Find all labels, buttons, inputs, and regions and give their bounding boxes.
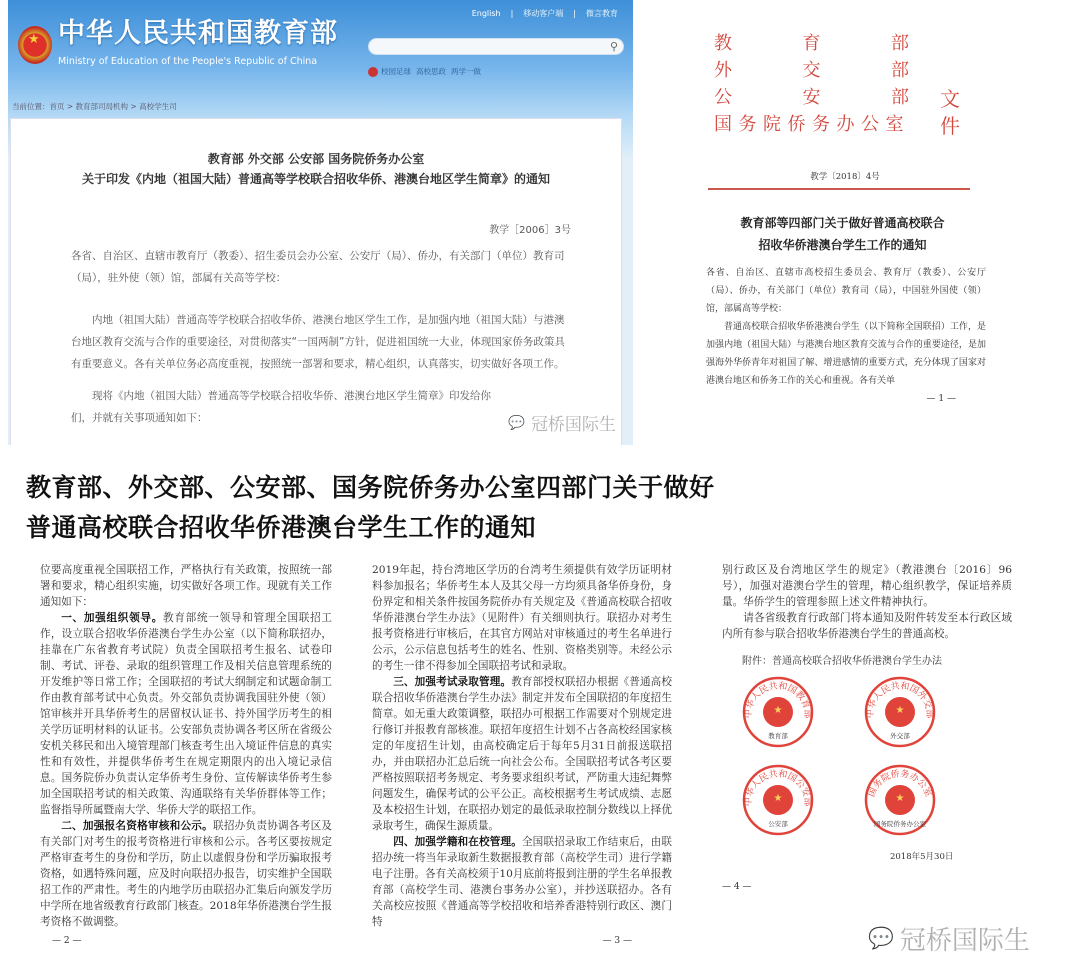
link-english[interactable]: English [471,9,501,18]
section-1 [40,610,332,818]
seal-center-text: 国务院侨务办公室 [874,820,926,828]
watermark-text: 冠桥国际生 [530,415,616,435]
doc-number: 教学〔2018〕4号 [810,172,880,182]
red-header [714,30,960,138]
paragraph: 请各省级教育行政部门将本通知及附件转发至本行政区域内所有参与联合招收华侨港澳台学生的普通高校。 [722,612,1012,640]
header-char: 公 [714,87,732,108]
headline-line2: 普通高校联合招收华侨港澳台学生工作的通知 [26,513,537,542]
link-weiyan[interactable]: 微言教育 [586,9,618,18]
divider: | [573,9,576,18]
document-page-2 [40,562,332,946]
article-title-line2: 关于印发《内地（祖国大陆）普通高等学校联合招收华侨、港澳台地区学生简章》的通知 [81,172,550,186]
moe-website-screenshot [8,0,633,445]
star-icon: ★ [773,793,783,804]
document-body [706,264,986,408]
article-card [10,118,622,445]
section-title: 三、加强考试录取管理。 [393,676,512,688]
header-char: 部 [891,33,909,54]
top-links [467,8,623,19]
seal-ring-text: 国务院侨务办公室 [866,769,934,799]
page-number: — 3 — [602,936,632,946]
link-two-studies[interactable]: 两学一做 [451,67,481,76]
document-page-3 [372,562,672,946]
star-icon: ★ [773,705,783,716]
section-title: 二、加强报名资格审核和公示。 [61,820,213,832]
paragraph: 内地（祖国大陆）普通高等学校联合招收华侨、港澳台地区学生工作，是加强内地（祖国大陆）与港澳台地区教育交流与合作的重要途径，对贯彻落实“一国两制”方针，促进祖国统一大业，体现国家侨务政策具有重要意义。各有关单位务必高度重视，按照统一部署和要求，精心组织，认真落实，切实做好各项工作。 [71,314,565,370]
document-title [700,212,985,256]
section-body: 教育部统一领导和管理全国联招工作，设立联合招收华侨港澳台学生办公室（以下简称联招办，挂靠在广东省教育考试院）负责全国联招考生报名、试卷印制、考试、评卷、录取的组织管理工作及相关信息管理系统的开发维护等日常工作；全国联招的考试大纲制定和试题命制工作由教育部考试中心负责。外交部负责协调我国驻外使（领）馆审核并开具华侨考生的居留权认证书、持外国学历考生的相关学历证明材料的认证书。公安部负责协调各考区所在省级公安机关移民和出入境管理部门核查考生出入境证件信息的真实性和有效性，并提供华侨考生在规定期限内的出入境记录信息。国务院侨办负责认定华侨考生身份、宣传解读华侨考生参加全国联招考试的相关政策、沟通联络有关华侨群体等工作；监督指导所属暨南大学、华侨大学的联招工作。 [40,612,333,816]
seal-center-text: 外交部 [890,732,910,740]
official-seal [864,676,936,748]
header-char: 部 [891,87,909,108]
header-char: 部 [891,60,909,81]
title-line1: 教育部等四部门关于做好普通高校联合 [740,216,945,230]
page-number: — 4 — [722,882,752,892]
link-mobile[interactable]: 移动客户端 [523,9,564,18]
article-title-line1: 教育部 外交部 公安部 国务院侨务办公室 [207,152,425,166]
watermark-text: 冠桥国际生 [899,926,1030,956]
addressee: 各省、自治区、直辖市高校招生委员会、教育厅（教委）、公安厅（局）、侨办，有关部门（单位）教育司（局），中国驻外国使（领）馆，部属高等学校： [706,268,986,314]
page-number: — 1 — [926,394,956,404]
site-title: 中华人民共和国教育部 [58,18,338,49]
official-seal [864,764,936,836]
breadcrumb: 当前位置：首页 > 教育部司局机构 > 高校学生司 [12,102,177,111]
section-body: 教育部授权联招办根据《普通高校联合招收华侨港澳台学生办法》制定并发布全国联招的年度招生简章。如无重大政策调整，联招办可根据工作需要对个别规定进行修订并报教育部核准。联招年度招生计划不占各高校经国家核定的年度招生计划，由高校确定后于每年5月31日前报送联招办，并由联招办汇总后统一向社会公布。全国联招考试各考区要严格按照联招考务规定、考务要求组织考试，严防重大违纪舞弊问题发生，确保考试的公平公正。高校根据考生考试成绩、志愿及本校招生计划，在联招办划定的最低录取控制分数线以上择优录取考生，确保生源质量。 [372,676,672,832]
red-divider [708,188,970,190]
seals [722,676,1012,844]
site-subtitle: Ministry of Education of the People's Republic of China [58,56,318,67]
section-4 [372,834,672,930]
seal-ring-text: 中华人民共和国外交部 [865,681,935,719]
signing-date: 2018年5月30日 [890,852,954,862]
section-title: 四、加强学籍和在校管理。 [393,836,522,848]
headline [26,468,715,548]
attachment-line: 附件：普通高校联合招收华侨港澳台学生办法 [742,656,942,667]
document-page-4 [722,562,1012,892]
section-body: 联招办负责协调各考区及有关部门对考生的报考资格进行审核和公示。各考区要按规定严格审查考生的身份和学历，防止以虚假身份和学历骗取报考资格，如遇特殊问题，应及时向联招办报告，切实维护全国联招工作的严肃性。考生的内地学历由联招办汇集后向颁发学历中学所在地省级教育行政部门核查。2018年华侨港澳台学生报考资格不做调整。 [40,820,333,928]
doc-number: 教学［2006］3号 [489,225,571,236]
header-char: 安 [802,87,821,108]
header-char: 教 [714,33,732,54]
section-title: 一、加强组织领导。 [61,612,164,624]
official-seal [742,764,814,836]
header-char: 外 [714,60,732,81]
headline-line1: 教育部、外交部、公安部、国务院侨务办公室四部门关于做好 [26,473,715,502]
page-number: — 2 — [52,936,82,946]
addressee: 各省、自治区、直辖市教育厅（教委）、招生委员会办公室、公安厅（局）、侨办，有关部门（单位）教育司（局），驻外使（领）馆，部属有关高等学校： [71,250,565,284]
divider: | [510,9,514,18]
wechat-icon: 💬 [508,414,525,431]
title-line2: 招收华侨港澳台学生工作的通知 [758,238,927,252]
section-body: 全国联招录取工作结束后，由联招办统一将当年录取新生数据报教育部（高校学生司）进行学籍电子注册。各有关高校须于10月底前将报到注册的学生名单报教育部（高校学生司、港澳台事务办公室），并抄送联招办。各有关高校应按照《普通高等学校招收和培养香港特别行政区、澳门特 [372,836,673,928]
section-3 [372,674,672,834]
paragraph: 别行政区及台湾地区学生的规定》（教港澳台〔2016〕96号），加强对港澳台学生的管理，精心组织教学，保证培养质量。华侨学生的管理参照上述文件精神执行。 [722,564,1012,608]
header-suffix: 文件 [940,87,960,138]
feature-links [368,66,486,77]
seal-ring-text: 中华人民共和国教育部 [743,681,813,719]
wechat-icon: 💬 [868,926,894,950]
watermark [508,410,616,435]
star-icon: ★ [895,793,905,804]
search-icon[interactable]: ⚲ [609,40,618,53]
section-2 [40,818,332,930]
seal-center-text: 公安部 [768,820,788,828]
header-char: 交 [802,60,821,81]
link-campus-football[interactable]: 校园足球 [381,67,411,76]
campus-football-logo-icon [368,67,378,77]
star-icon: ★ [895,705,905,716]
official-seal [742,676,814,748]
paragraph: 位要高度重视全国联招工作，严格执行有关政策，按照统一部署和要求，精心组织实施，切实做好各项工作。现就有关工作通知如下： [40,564,332,608]
header-char: 育 [802,33,821,54]
paragraph: 普通高校联合招收华侨港澳台学生（以下简称全国联招）工作，是加强内地（祖国大陆）与港澳台地区教育交流与合作的重要途径，是加强海外华侨青年对祖国了解、增进感情的重要方式，充分体现了国家对港澳台地区和侨务工作的关心和重视。各有关单 [706,322,986,386]
national-emblem-icon [18,26,52,64]
paragraph: 2019年起，持台湾地区学历的台湾考生须提供有效学历证明材料参加报名；华侨考生本人及其父母一方均须具备华侨身份，身份界定和相关条件按国务院侨办有关规定及《普通高校联合招收华侨港澳台学生办法》（见附件）有关细则执行。联招办对考生报考资格进行审核后，在其官方网站对审核通过的考生名单进行公示，公示信息包括考生的姓名、性别、资格类别等。未经公示的考生一律不得参加全国联招考试和录取。 [372,564,672,672]
link-ideology[interactable]: 高校思政 [416,67,446,76]
search-input[interactable] [368,38,624,55]
watermark [868,920,1030,957]
seal-center-text: 教育部 [768,732,788,740]
document-page-1 [700,20,1000,430]
header-last-row: 国务院侨务办公室 [714,114,910,135]
article-title [11,149,621,189]
seal-ring-text: 中华人民共和国公安部 [743,769,813,807]
paragraph: 现将《内地（祖国大陆）普通高等学校联合招收华侨、港澳台地区学生简章》印发给你们，并就有关事项通知如下： [71,390,491,424]
